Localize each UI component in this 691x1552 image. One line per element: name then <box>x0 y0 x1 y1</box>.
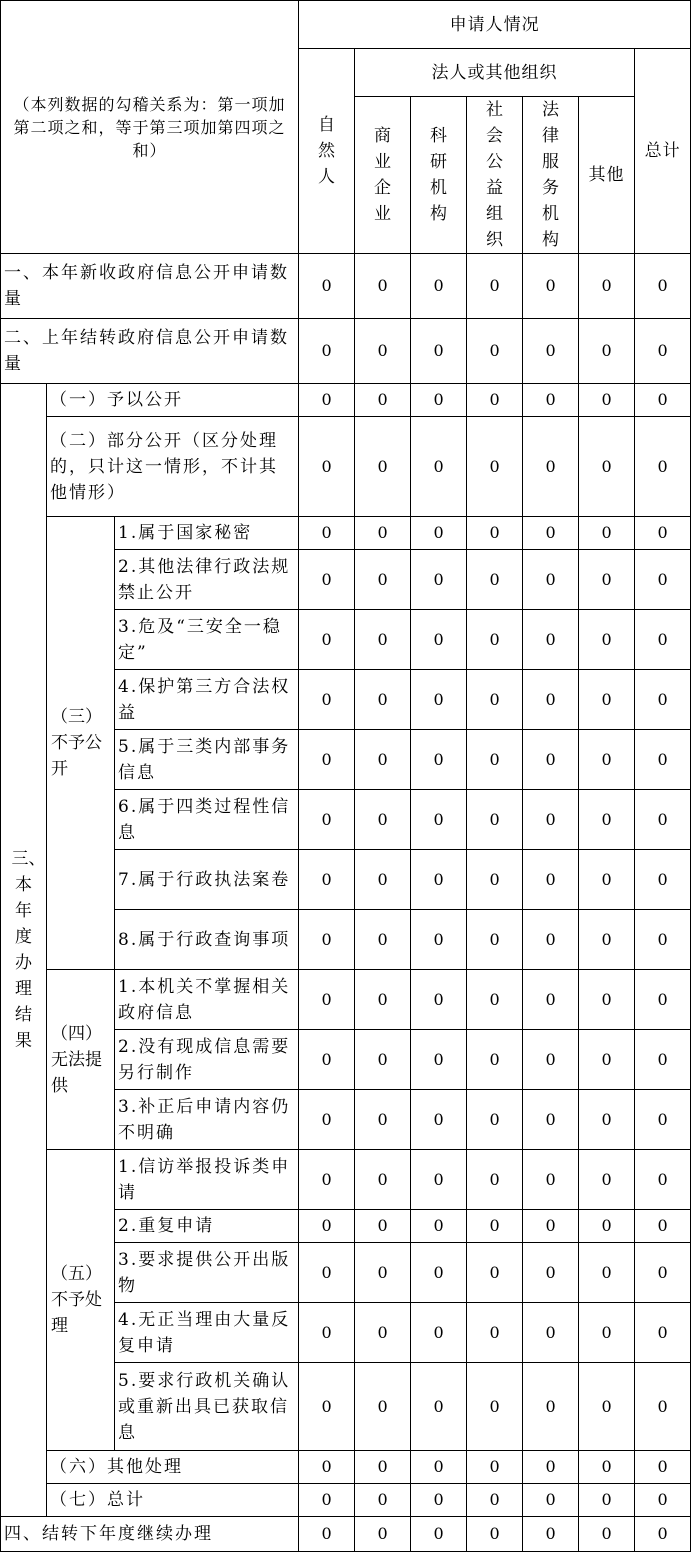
header-legal-service: 法律服务机构 <box>523 97 579 254</box>
cell-value: 0 <box>467 670 523 730</box>
cell-value: 0 <box>467 1363 523 1451</box>
row-label: 3.危及“三安全一稳定” <box>115 610 299 670</box>
cell-value: 0 <box>467 730 523 790</box>
sub-label-not-disclosed: （三）不予公开 <box>47 517 115 970</box>
cell-value: 0 <box>523 610 579 670</box>
cell-value: 0 <box>467 254 523 319</box>
cell-value: 0 <box>411 730 467 790</box>
cell-value: 0 <box>299 319 355 384</box>
cell-value: 0 <box>467 970 523 1030</box>
cell-value: 0 <box>355 850 411 910</box>
cell-value: 0 <box>355 1210 411 1243</box>
cell-value: 0 <box>355 1363 411 1451</box>
cell-value: 0 <box>299 1363 355 1451</box>
cell-value: 0 <box>411 1484 467 1517</box>
cell-value: 0 <box>411 254 467 319</box>
cell-value: 0 <box>579 1090 635 1150</box>
table-row <box>1 517 691 550</box>
cell-value: 0 <box>635 1484 691 1517</box>
cell-value: 0 <box>635 1363 691 1451</box>
table-row <box>1 384 691 417</box>
cell-value: 0 <box>355 790 411 850</box>
cell-value: 0 <box>355 910 411 970</box>
cell-value: 0 <box>411 850 467 910</box>
cell-value: 0 <box>299 670 355 730</box>
cell-value: 0 <box>523 1363 579 1451</box>
cell-value: 0 <box>523 850 579 910</box>
cell-value: 0 <box>299 1210 355 1243</box>
table-row <box>1 417 691 517</box>
cell-value: 0 <box>467 384 523 417</box>
cell-value: 0 <box>635 550 691 610</box>
cell-value: 0 <box>523 254 579 319</box>
group-results-label: 三、本年度办理结果 <box>1 384 47 1517</box>
cell-value: 0 <box>355 1243 411 1303</box>
header-applicant: 申请人情况 <box>299 1 691 49</box>
cell-value: 0 <box>355 1030 411 1090</box>
row-label: 4.无正当理由大量反复申请 <box>115 1303 299 1363</box>
table-row <box>1 319 691 384</box>
cell-value: 0 <box>411 1451 467 1484</box>
cell-value: 0 <box>635 1090 691 1150</box>
cell-value: 0 <box>411 1030 467 1090</box>
cell-value: 0 <box>299 254 355 319</box>
cell-value: 0 <box>355 417 411 517</box>
row-label: 四、结转下年度继续办理 <box>1 1517 299 1552</box>
row-label: 7.属于行政执法案卷 <box>115 850 299 910</box>
cell-value: 0 <box>299 1517 355 1552</box>
cell-value: 0 <box>411 670 467 730</box>
cell-value: 0 <box>411 1210 467 1243</box>
cell-value: 0 <box>635 1030 691 1090</box>
cell-value: 0 <box>635 517 691 550</box>
cell-value: 0 <box>299 790 355 850</box>
cell-value: 0 <box>579 1210 635 1243</box>
cell-value: 0 <box>299 970 355 1030</box>
cell-value: 0 <box>579 517 635 550</box>
cell-value: 0 <box>635 1243 691 1303</box>
cell-value: 0 <box>411 1243 467 1303</box>
cell-value: 0 <box>523 550 579 610</box>
cell-value: 0 <box>579 319 635 384</box>
cell-value: 0 <box>355 670 411 730</box>
row-label: 2.没有现成信息需要另行制作 <box>115 1030 299 1090</box>
cell-value: 0 <box>467 1150 523 1210</box>
cell-value: 0 <box>523 970 579 1030</box>
cell-value: 0 <box>411 910 467 970</box>
cell-value: 0 <box>579 910 635 970</box>
cell-value: 0 <box>299 1451 355 1484</box>
cell-value: 0 <box>579 1243 635 1303</box>
cell-value: 0 <box>523 319 579 384</box>
cell-value: 0 <box>411 1517 467 1552</box>
cell-value: 0 <box>635 254 691 319</box>
cell-value: 0 <box>579 1517 635 1552</box>
header-social: 社会公益组织 <box>467 97 523 254</box>
cell-value: 0 <box>635 730 691 790</box>
cell-value: 0 <box>523 517 579 550</box>
table-row <box>1 1484 691 1517</box>
cell-value: 0 <box>467 1517 523 1552</box>
cell-value: 0 <box>467 550 523 610</box>
cell-value: 0 <box>411 1303 467 1363</box>
row-label: 2.重复申请 <box>115 1210 299 1243</box>
row-label: 1.属于国家秘密 <box>115 517 299 550</box>
cell-value: 0 <box>355 550 411 610</box>
cell-value: 0 <box>467 1451 523 1484</box>
header-research: 科研机构 <box>411 97 467 254</box>
cell-value: 0 <box>523 1484 579 1517</box>
cell-value: 0 <box>523 670 579 730</box>
row-label: 一、本年新收政府信息公开申请数量 <box>1 254 299 319</box>
cell-value: 0 <box>411 417 467 517</box>
row-label: 5.要求行政机关确认或重新出具已获取信息 <box>115 1363 299 1451</box>
cell-value: 0 <box>299 1030 355 1090</box>
row-label: （一）予以公开 <box>47 384 299 417</box>
cell-value: 0 <box>467 1090 523 1150</box>
cell-value: 0 <box>355 1517 411 1552</box>
cell-value: 0 <box>355 970 411 1030</box>
row-label: 6.属于四类过程性信息 <box>115 790 299 850</box>
cell-value: 0 <box>635 910 691 970</box>
header-commercial: 商业企业 <box>355 97 411 254</box>
cell-value: 0 <box>299 1243 355 1303</box>
cell-value: 0 <box>467 319 523 384</box>
cell-value: 0 <box>299 1303 355 1363</box>
table-row <box>1 1451 691 1484</box>
cell-value: 0 <box>579 254 635 319</box>
row-label: 5.属于三类内部事务信息 <box>115 730 299 790</box>
cell-value: 0 <box>635 319 691 384</box>
header-legal-group: 法人或其他组织 <box>355 49 635 97</box>
row-label: （七）总计 <box>47 1484 299 1517</box>
cell-value: 0 <box>635 1210 691 1243</box>
cell-value: 0 <box>411 319 467 384</box>
cell-value: 0 <box>523 1030 579 1090</box>
cell-value: 0 <box>355 1090 411 1150</box>
cell-value: 0 <box>299 517 355 550</box>
cell-value: 0 <box>579 1484 635 1517</box>
cell-value: 0 <box>523 384 579 417</box>
cell-value: 0 <box>299 610 355 670</box>
cell-value: 0 <box>467 610 523 670</box>
cell-value: 0 <box>355 1484 411 1517</box>
cell-value: 0 <box>579 790 635 850</box>
cell-value: 0 <box>467 1484 523 1517</box>
cell-value: 0 <box>579 1150 635 1210</box>
cell-value: 0 <box>299 550 355 610</box>
cell-value: 0 <box>579 730 635 790</box>
cell-value: 0 <box>411 1363 467 1451</box>
table-row <box>1 254 691 319</box>
cell-value: 0 <box>411 790 467 850</box>
row-label: （二）部分公开（区分处理的，只计这一情形，不计其他情形） <box>47 417 299 517</box>
row-label: 1.信访举报投诉类申请 <box>115 1150 299 1210</box>
header-natural-person: 自然人 <box>299 49 355 254</box>
cell-value: 0 <box>579 1030 635 1090</box>
row-label: 二、上年结转政府信息公开申请数量 <box>1 319 299 384</box>
cell-value: 0 <box>355 730 411 790</box>
cell-value: 0 <box>635 970 691 1030</box>
cell-value: 0 <box>299 910 355 970</box>
row-label: 3.补正后申请内容仍不明确 <box>115 1090 299 1150</box>
cell-value: 0 <box>355 610 411 670</box>
cell-value: 0 <box>299 1090 355 1150</box>
cell-value: 0 <box>355 254 411 319</box>
header-note: （本列数据的勾稽关系为：第一项加第二项之和，等于第三项加第四项之和） <box>1 1 299 254</box>
row-label: （六）其他处理 <box>47 1451 299 1484</box>
cell-value: 0 <box>411 550 467 610</box>
cell-value: 0 <box>635 670 691 730</box>
row-label: 8.属于行政查询事项 <box>115 910 299 970</box>
cell-value: 0 <box>467 1210 523 1243</box>
row-label: 3.要求提供公开出版物 <box>115 1243 299 1303</box>
cell-value: 0 <box>411 1090 467 1150</box>
cell-value: 0 <box>411 970 467 1030</box>
cell-value: 0 <box>355 384 411 417</box>
cell-value: 0 <box>355 517 411 550</box>
cell-value: 0 <box>299 850 355 910</box>
cell-value: 0 <box>579 970 635 1030</box>
cell-value: 0 <box>523 417 579 517</box>
cell-value: 0 <box>355 1303 411 1363</box>
cell-value: 0 <box>579 550 635 610</box>
cell-value: 0 <box>355 319 411 384</box>
cell-value: 0 <box>467 417 523 517</box>
cell-value: 0 <box>411 517 467 550</box>
cell-value: 0 <box>579 1303 635 1363</box>
cell-value: 0 <box>635 1303 691 1363</box>
cell-value: 0 <box>299 1484 355 1517</box>
cell-value: 0 <box>411 610 467 670</box>
cell-value: 0 <box>467 850 523 910</box>
cell-value: 0 <box>635 417 691 517</box>
cell-value: 0 <box>523 730 579 790</box>
table-row <box>1 1150 691 1210</box>
cell-value: 0 <box>411 1150 467 1210</box>
sub-label-not-processed: （五）不予处理 <box>47 1150 115 1451</box>
cell-value: 0 <box>579 384 635 417</box>
cell-value: 0 <box>523 1451 579 1484</box>
cell-value: 0 <box>523 1090 579 1150</box>
cell-value: 0 <box>299 730 355 790</box>
cell-value: 0 <box>467 1303 523 1363</box>
row-label: 1.本机关不掌握相关政府信息 <box>115 970 299 1030</box>
row-label: 4.保护第三方合法权益 <box>115 670 299 730</box>
cell-value: 0 <box>355 1150 411 1210</box>
cell-value: 0 <box>523 1210 579 1243</box>
cell-value: 0 <box>579 610 635 670</box>
cell-value: 0 <box>635 1451 691 1484</box>
cell-value: 0 <box>467 910 523 970</box>
cell-value: 0 <box>635 1150 691 1210</box>
table-row <box>1 1517 691 1552</box>
cell-value: 0 <box>579 850 635 910</box>
cell-value: 0 <box>299 417 355 517</box>
cell-value: 0 <box>355 1451 411 1484</box>
cell-value: 0 <box>299 1150 355 1210</box>
cell-value: 0 <box>523 1243 579 1303</box>
header-total: 总计 <box>635 49 691 254</box>
cell-value: 0 <box>635 1517 691 1552</box>
cell-value: 0 <box>467 517 523 550</box>
cell-value: 0 <box>579 417 635 517</box>
cell-value: 0 <box>635 384 691 417</box>
cell-value: 0 <box>579 1363 635 1451</box>
cell-value: 0 <box>467 1030 523 1090</box>
sub-label-unable-to-provide: （四）无法提供 <box>47 970 115 1150</box>
cell-value: 0 <box>467 1243 523 1303</box>
row-label: 2.其他法律行政法规禁止公开 <box>115 550 299 610</box>
cell-value: 0 <box>523 1517 579 1552</box>
cell-value: 0 <box>579 670 635 730</box>
cell-value: 0 <box>635 790 691 850</box>
header-other: 其他 <box>579 97 635 254</box>
cell-value: 0 <box>523 1150 579 1210</box>
cell-value: 0 <box>523 1303 579 1363</box>
cell-value: 0 <box>467 790 523 850</box>
cell-value: 0 <box>411 384 467 417</box>
cell-value: 0 <box>523 910 579 970</box>
cell-value: 0 <box>299 384 355 417</box>
cell-value: 0 <box>579 1451 635 1484</box>
cell-value: 0 <box>523 790 579 850</box>
cell-value: 0 <box>635 610 691 670</box>
cell-value: 0 <box>635 850 691 910</box>
table-row <box>1 970 691 1030</box>
